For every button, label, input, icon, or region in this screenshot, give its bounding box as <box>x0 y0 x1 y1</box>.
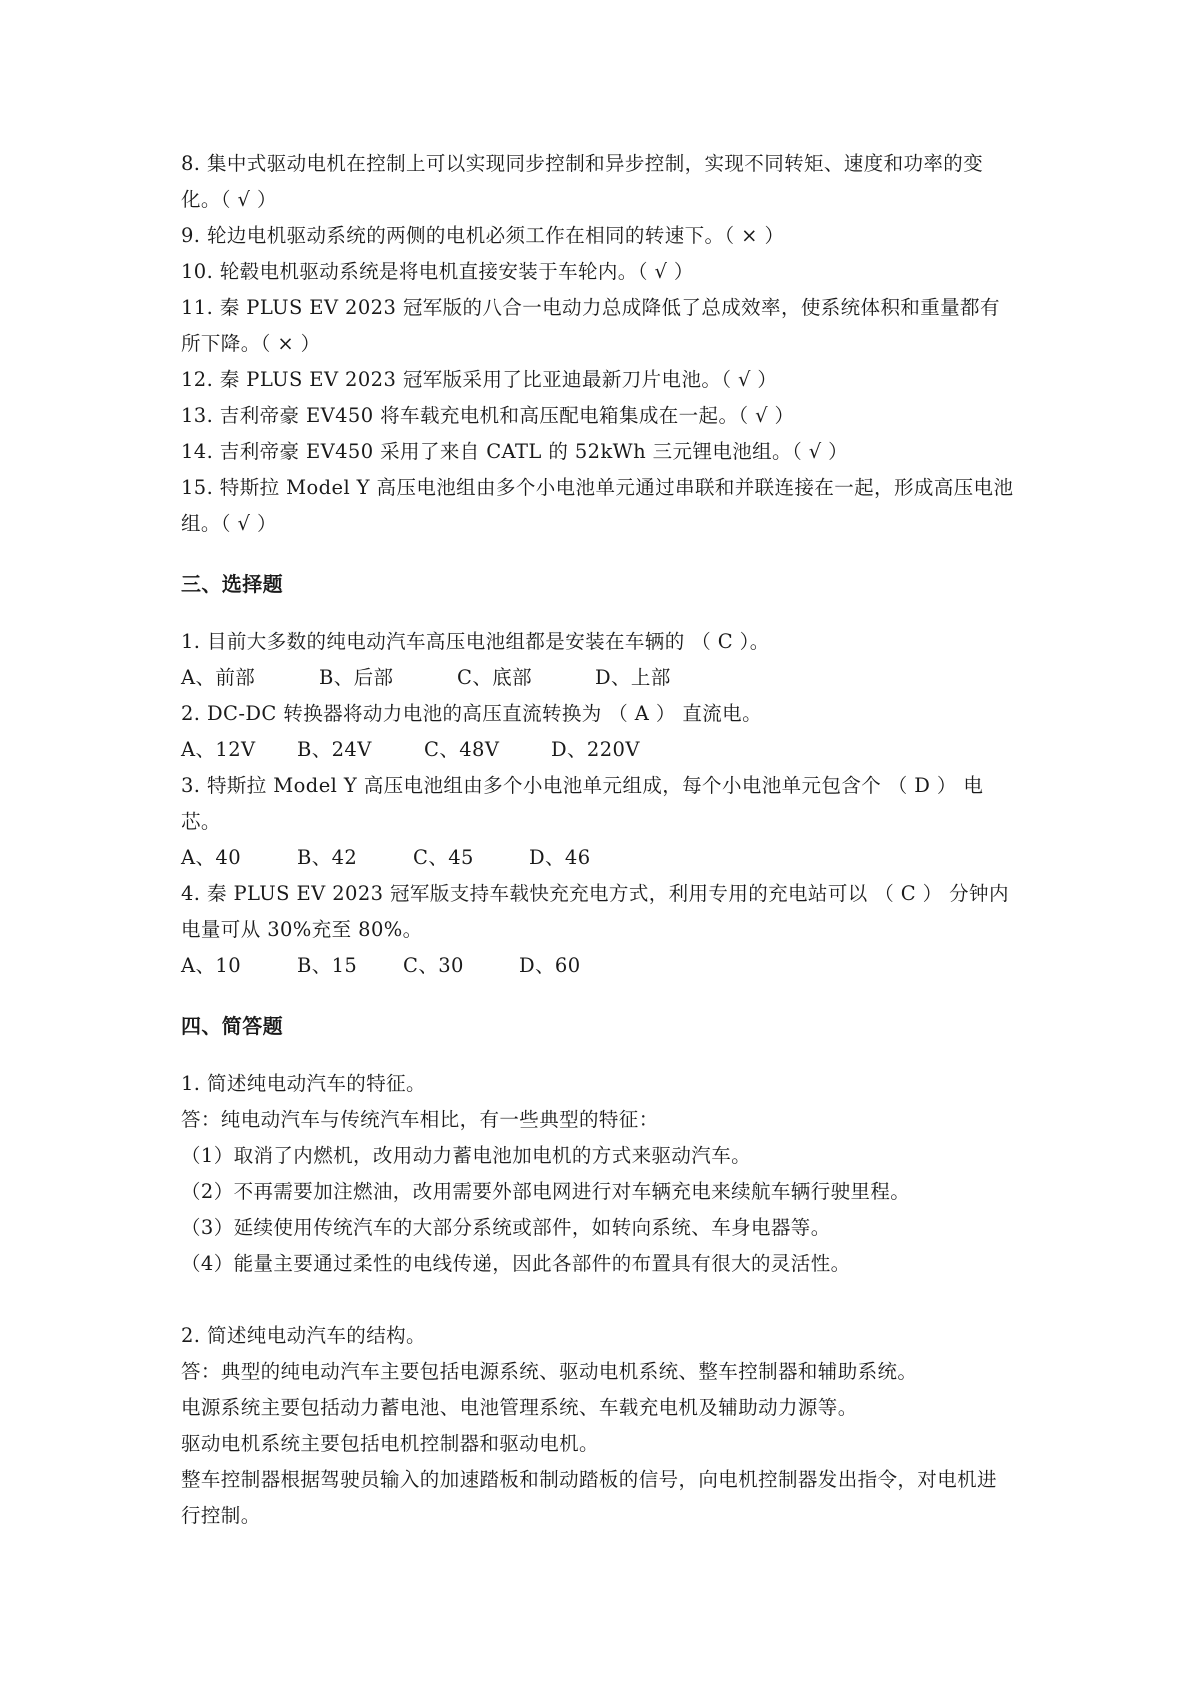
short-answer-1-intro: 答：纯电动汽车与传统汽车相比，有一些典型的特征： <box>181 1108 659 1131</box>
option-b: B、42 <box>297 846 358 869</box>
judgement-item-10: 10. 轮毂电机驱动系统是将电机直接安装于车轮内。（ √ ） <box>181 260 694 283</box>
option-d: D、上部 <box>595 666 671 689</box>
choice-options-2 <box>181 732 1016 768</box>
option-a: A、前部 <box>181 666 256 689</box>
judgement-item-13: 13. 吉利帝豪 EV450 将车载充电机和高压配电箱集成在一起。（ √ ） <box>181 404 795 427</box>
short-answer-2-line-3: 整车控制器根据驾驶员输入的加速踏板和制动踏板的信号，向电机控制器发出指令，对电机进行控制。 <box>181 1468 997 1527</box>
option-c: C、30 <box>403 954 464 977</box>
option-b: B、15 <box>297 954 358 977</box>
short-question-2: 2. 简述纯电动汽车的结构。 <box>181 1324 426 1347</box>
option-d: D、60 <box>519 954 581 977</box>
choice-question-1: 1. 目前大多数的纯电动汽车高压电池组都是安装在车辆的 （ C ）。 <box>181 630 770 653</box>
judgement-item-14: 14. 吉利帝豪 EV450 采用了来自 CATL 的 52kWh 三元锂电池组。（ √ ） <box>181 440 849 463</box>
short-answer-1-point-4: （4）能量主要通过柔性的电线传递，因此各部件的布置具有很大的灵活性。 <box>181 1252 851 1275</box>
short-question-1: 1. 简述纯电动汽车的特征。 <box>181 1072 426 1095</box>
option-d: D、46 <box>529 846 591 869</box>
choice-options-4 <box>181 948 1016 984</box>
option-c: C、48V <box>424 738 500 761</box>
judgement-item-12: 12. 秦 PLUS EV 2023 冠军版采用了比亚迪最新刀片电池。（ √ ） <box>181 368 778 391</box>
section-title-short-answer: 四、简答题 <box>181 1014 283 1038</box>
option-b: B、后部 <box>319 666 394 689</box>
short-answer-2-line-1: 电源系统主要包括动力蓄电池、电池管理系统、车载充电机及辅助动力源等。 <box>181 1396 858 1419</box>
section-title-choice: 三、选择题 <box>181 572 283 596</box>
judgement-item-9: 9. 轮边电机驱动系统的两侧的电机必须工作在相同的转速下。（ × ） <box>181 224 785 247</box>
option-b: B、24V <box>297 738 372 761</box>
short-answer-1-point-1: （1）取消了内燃机，改用动力蓄电池加电机的方式来驱动汽车。 <box>181 1144 752 1167</box>
judgement-item-15: 15. 特斯拉 Model Y 高压电池组由多个小电池单元通过串联和并联连接在一起，形成高压电池组。（ √ ） <box>181 476 1014 535</box>
short-answer-2-line-2: 驱动电机系统主要包括电机控制器和驱动电机。 <box>181 1432 599 1455</box>
judgement-item-11: 11. 秦 PLUS EV 2023 冠军版的八合一电动力总成降低了总成效率，使系统体积和重量都有所下降。（ × ） <box>181 296 1000 355</box>
option-d: D、220V <box>551 738 640 761</box>
choice-options-1 <box>181 660 1016 696</box>
option-c: C、45 <box>413 846 474 869</box>
document-page <box>181 146 1016 1534</box>
choice-question-2: 2. DC-DC 转换器将动力电池的高压直流转换为 （ A ） 直流电。 <box>181 702 762 725</box>
short-answer-1-point-2: （2）不再需要加注燃油，改用需要外部电网进行对车辆充电来续航车辆行驶里程。 <box>181 1180 911 1203</box>
paragraph-spacer <box>181 1282 1016 1318</box>
option-a: A、40 <box>181 846 241 869</box>
option-a: A、10 <box>181 954 241 977</box>
short-answer-2-intro: 答：典型的纯电动汽车主要包括电源系统、驱动电机系统、整车控制器和辅助系统。 <box>181 1360 918 1383</box>
choice-question-3: 3. 特斯拉 Model Y 高压电池组由多个小电池单元组成，每个小电池单元包含个 （ D ） 电芯。 <box>181 774 984 833</box>
choice-options-3 <box>181 840 1016 876</box>
option-c: C、底部 <box>457 666 533 689</box>
option-a: A、12V <box>181 738 256 761</box>
choice-question-4: 4. 秦 PLUS EV 2023 冠军版支持车载快充充电方式，利用专用的充电站可以 （ C ） 分钟内电量可从 30%充至 80%。 <box>181 882 1009 941</box>
judgement-item-8: 8. 集中式驱动电机在控制上可以实现同步控制和异步控制，实现不同转矩、速度和功率的变化。（ √ ） <box>181 152 984 211</box>
short-answer-1-point-3: （3）延续使用传统汽车的大部分系统或部件，如转向系统、车身电器等。 <box>181 1216 831 1239</box>
